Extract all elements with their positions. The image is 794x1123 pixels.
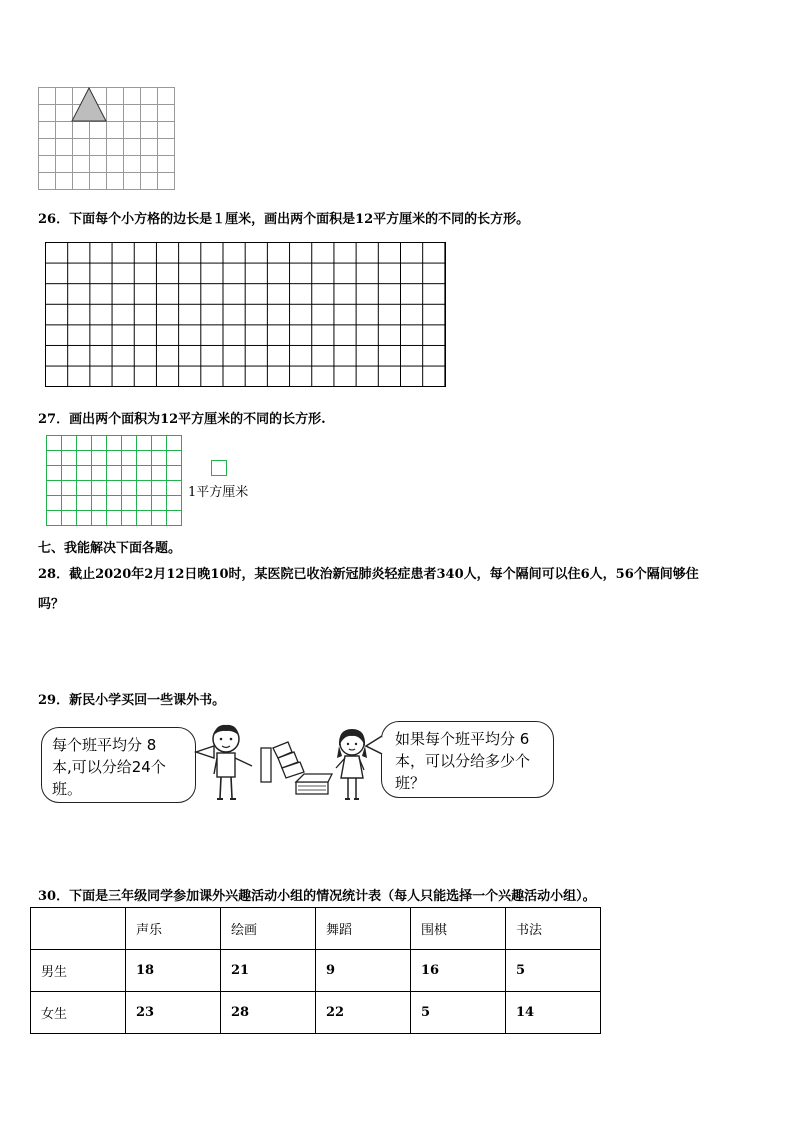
- grid-q26[interactable]: [45, 242, 446, 387]
- question-28-line1: 28．截止2020年2月12日晚10时，某医院已收治新冠肺炎轻症患者340人，每个隔间可以住6人，56个隔间够住: [38, 567, 699, 582]
- table-header-cell: 绘画: [221, 908, 316, 950]
- table-header-cell: 声乐: [126, 908, 221, 950]
- table-cell: 22: [316, 992, 411, 1034]
- left-bubble-line3: 班。: [52, 780, 83, 798]
- left-speech-bubble: [41, 727, 196, 803]
- triangle-shape: [38, 87, 174, 189]
- grid-q27[interactable]: [46, 435, 182, 526]
- table-cell: 5: [506, 950, 601, 992]
- boy-illustration: [190, 722, 260, 804]
- right-bubble-tail: [364, 734, 384, 756]
- table-cell: 9: [316, 950, 411, 992]
- table-cell: 16: [411, 950, 506, 992]
- table-cell: 21: [221, 950, 316, 992]
- question-29: 29．新民小学买回一些课外书。: [38, 693, 226, 708]
- unit-square: [211, 460, 227, 476]
- section-7-heading: 七、我能解决下面各题。: [38, 541, 182, 556]
- question-28-line2: 吗？: [38, 597, 65, 612]
- table-header-cell: 书法: [506, 908, 601, 950]
- activity-stats-table: [30, 907, 601, 1034]
- table-cell: 5: [411, 992, 506, 1034]
- left-bubble-line1: 每个班平均分 8: [52, 736, 157, 754]
- books-illustration: [258, 738, 334, 800]
- table-cell: 23: [126, 992, 221, 1034]
- question-26: 26．下面每个小方格的边长是１厘米，画出两个面积是12平方厘米的不同的长方形。: [38, 212, 530, 227]
- table-header-cell: 围棋: [411, 908, 506, 950]
- right-bubble-line1: 如果每个班平均分 6: [395, 730, 530, 748]
- question-30: 30．下面是三年级同学参加课外兴趣活动小组的情况统计表（每人只能选择一个兴趣活动小组）。: [38, 889, 596, 904]
- table-row-label: 男生: [31, 950, 126, 992]
- table-header-row: [31, 908, 601, 950]
- table-cell: 18: [126, 950, 221, 992]
- right-bubble-line3: 班？: [395, 774, 426, 792]
- question-27: 27．画出两个面积为12平方厘米的不同的长方形.: [38, 412, 326, 427]
- right-speech-bubble: [381, 721, 554, 798]
- table-header-cell: 舞蹈: [316, 908, 411, 950]
- right-bubble-line2: 本，可以分给多少个: [395, 752, 531, 770]
- table-row-label: 女生: [31, 992, 126, 1034]
- table-header-cell: [31, 908, 126, 950]
- triangle-grid: [38, 87, 175, 190]
- table-cell: 14: [506, 992, 601, 1034]
- unit-label: 1平方厘米: [188, 485, 249, 500]
- table-cell: 28: [221, 992, 316, 1034]
- table-row: [31, 950, 601, 992]
- left-bubble-line2: 本,可以分给24个: [52, 758, 166, 776]
- table-row: [31, 992, 601, 1034]
